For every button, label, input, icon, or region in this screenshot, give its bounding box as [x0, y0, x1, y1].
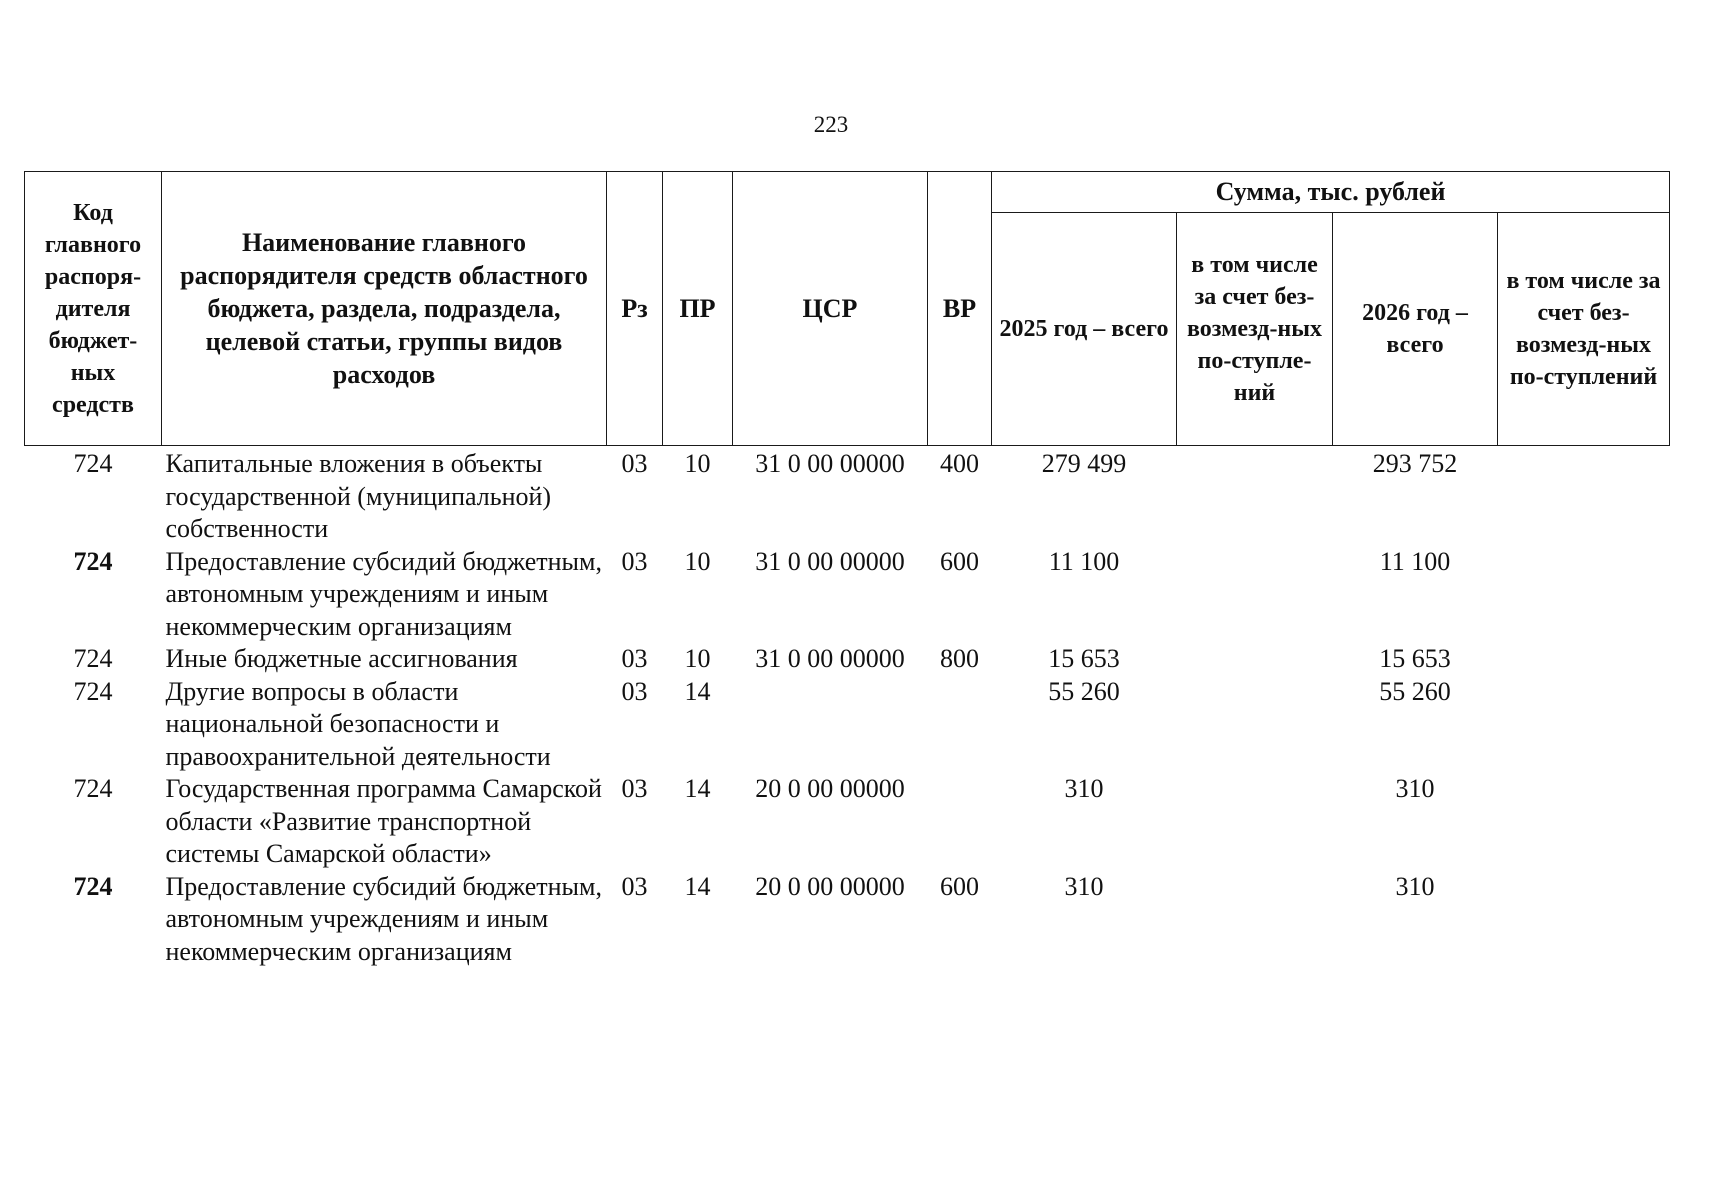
- cell-2025-total: 310: [1064, 871, 1104, 901]
- table-row: [25, 546, 1670, 644]
- page-number: 223: [813, 112, 849, 137]
- cell-code: 724: [73, 449, 113, 478]
- cell-2026-grants: [1498, 546, 1670, 644]
- cell-name: Другие вопросы в области национальной безопасности и правоохранительной деятельности: [165, 676, 551, 771]
- cell-rz: 03: [621, 644, 648, 673]
- cell-pr: 14: [684, 676, 711, 706]
- cell-name: Государственная программа Самарской области «Развитие транспортной системы Самарской области»: [165, 774, 602, 868]
- header-vr: ВР: [928, 172, 992, 446]
- cell-vr: 400: [940, 449, 979, 478]
- cell-name: Предоставление субсидий бюджетным, автономным учреждениям и иным некоммерческим организациям: [165, 871, 602, 966]
- cell-2025-grants: [1177, 643, 1333, 676]
- cell-vr: [928, 676, 992, 774]
- cell-name: Капитальные вложения в объекты государственной (муниципальной) собственности: [165, 449, 552, 543]
- cell-code: 724: [73, 871, 113, 901]
- header-pr: ПР: [663, 172, 733, 446]
- cell-vr: 600: [940, 871, 979, 901]
- cell-2026-grants: [1498, 446, 1670, 546]
- table-row: [25, 773, 1670, 871]
- cell-vr: 800: [940, 644, 979, 673]
- cell-2026-grants: [1498, 871, 1670, 969]
- header-code: Код главного распоря-дителя бюджет-ных средств: [25, 172, 162, 446]
- cell-code: 724: [73, 546, 113, 576]
- header-rz: Рз: [607, 172, 663, 446]
- header-sum-title: Сумма, тыс. рублей: [992, 172, 1670, 213]
- header-name: Наименование главного распорядителя средств областного бюджета, раздела, подраздела, целевой статьи, группы видов расходов: [162, 172, 607, 446]
- cell-vr: 600: [940, 546, 979, 576]
- cell-pr: 14: [684, 871, 711, 901]
- cell-2025-grants: [1177, 773, 1333, 871]
- cell-2026-grants: [1498, 773, 1670, 871]
- cell-2026-total: 310: [1395, 871, 1435, 901]
- cell-pr: 14: [684, 774, 711, 803]
- cell-2025-total: 55 260: [1048, 676, 1120, 706]
- cell-pr: 10: [684, 449, 711, 478]
- cell-2025-total: 11 100: [1048, 546, 1120, 576]
- cell-2025-grants: [1177, 546, 1333, 644]
- table-row: [25, 871, 1670, 969]
- cell-vr: [928, 773, 992, 871]
- cell-rz: 03: [621, 546, 648, 576]
- cell-code: 724: [73, 774, 113, 803]
- header-2026-total: 2026 год – всего: [1333, 213, 1498, 446]
- cell-name: Иные бюджетные ассигнования: [165, 644, 518, 673]
- cell-pr: 10: [684, 644, 711, 673]
- table-row: [25, 676, 1670, 774]
- cell-rz: 03: [621, 774, 648, 803]
- cell-2025-total: 279 499: [1041, 449, 1127, 478]
- cell-2025-total: 15 653: [1048, 644, 1120, 673]
- cell-csr: 20 0 00 00000: [755, 774, 905, 803]
- cell-code: 724: [73, 676, 113, 706]
- header-2026-grants: в том числе за счет без-возмезд-ных по-ступлений: [1498, 213, 1670, 446]
- cell-2026-grants: [1498, 643, 1670, 676]
- cell-2026-total: 310: [1395, 774, 1435, 803]
- cell-pr: 10: [684, 546, 711, 576]
- cell-code: 724: [73, 644, 113, 673]
- budget-table: [24, 171, 1670, 968]
- cell-rz: 03: [621, 449, 648, 478]
- cell-2026-total: 55 260: [1379, 676, 1451, 706]
- cell-csr: 31 0 00 00000: [755, 644, 905, 673]
- cell-2025-grants: [1177, 676, 1333, 774]
- cell-csr: 20 0 00 00000: [755, 871, 905, 901]
- header-csr: ЦСР: [733, 172, 928, 446]
- cell-2025-total: 310: [1064, 774, 1104, 803]
- cell-csr: [733, 676, 928, 774]
- cell-2026-total: 15 653: [1379, 644, 1451, 673]
- cell-rz: 03: [621, 676, 648, 706]
- cell-2026-total: 11 100: [1379, 546, 1451, 576]
- cell-name: Предоставление субсидий бюджетным, автономным учреждениям и иным некоммерческим организациям: [165, 546, 602, 641]
- cell-2026-total: 293 752: [1372, 449, 1458, 478]
- cell-rz: 03: [621, 871, 648, 901]
- cell-csr: 31 0 00 00000: [755, 449, 905, 478]
- header-2025-total: 2025 год – всего: [992, 213, 1177, 446]
- table-row: [25, 446, 1670, 546]
- cell-2025-grants: [1177, 871, 1333, 969]
- table-header: [25, 172, 1670, 446]
- table-row: [25, 643, 1670, 676]
- cell-2026-grants: [1498, 676, 1670, 774]
- cell-2025-grants: [1177, 446, 1333, 546]
- header-2025-grants: в том числе за счет без-возмезд-ных по-ступле-ний: [1177, 213, 1333, 446]
- cell-csr: 31 0 00 00000: [755, 546, 905, 576]
- table-body: [25, 446, 1670, 969]
